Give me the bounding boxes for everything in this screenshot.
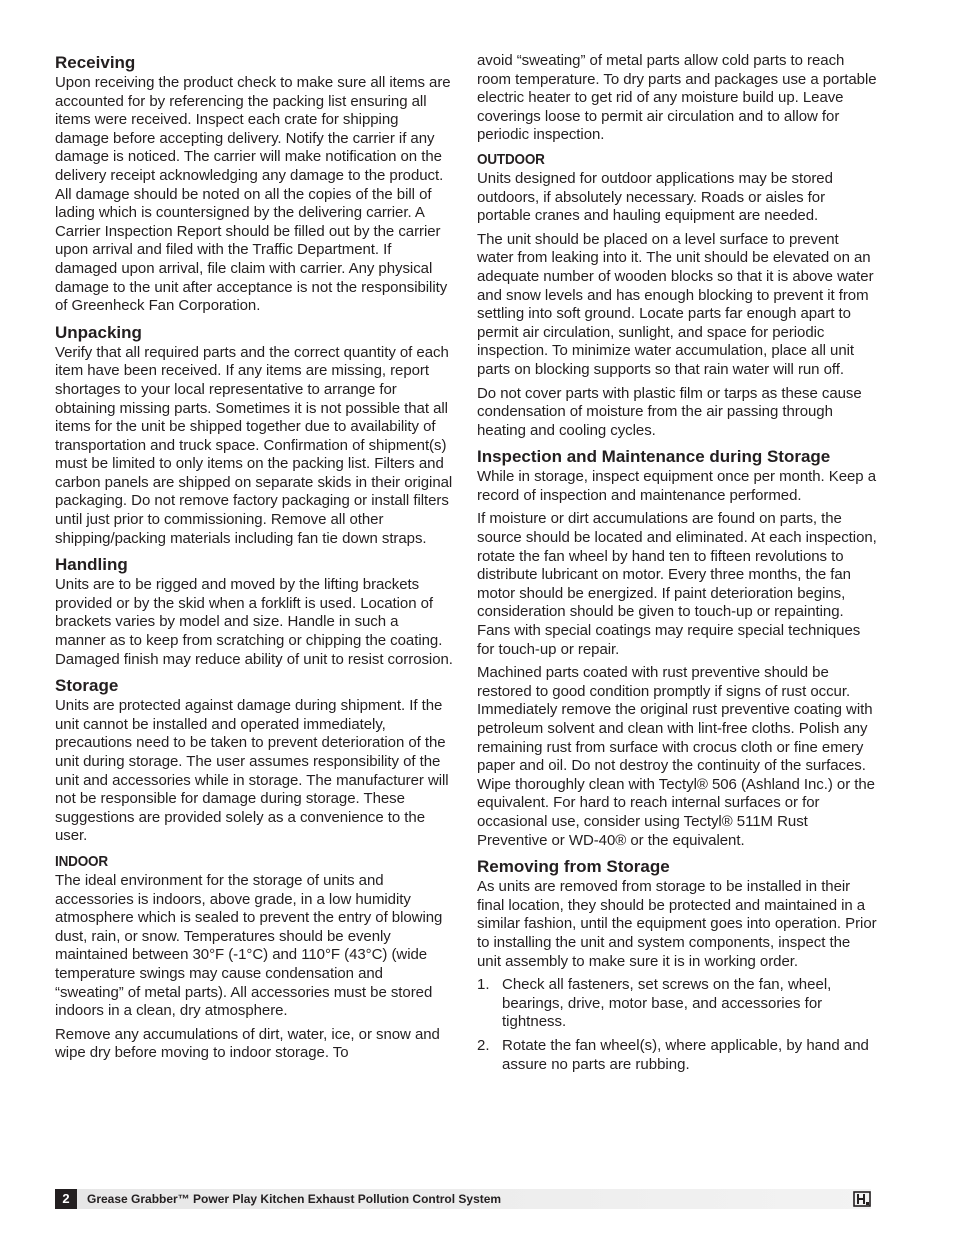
handling-heading: Handling bbox=[55, 555, 128, 575]
greenheck-logo-icon bbox=[853, 1191, 871, 1207]
indoor-paragraph-2: Remove any accumulations of dirt, water, ice, or snow and wipe dry before moving to indoor storage. To bbox=[55, 1025, 440, 1062]
indoor-continued-text: avoid “sweating” of metal parts allow cold parts to reach room temperature. To dry parts and packages use a portable electric heater to get rid of any moisture build up. Leave coverings loose to permit air circulation and to allow for periodic inspection. bbox=[477, 52, 877, 144]
indoor-paragraph-1: The ideal environment for the storage of units and accessories is indoors, above grade, in a low humidity atmosphere which is sealed to prevent the entry of blowing dust, rain, or snow. Temperatures should be evenly maintained between 30°F (-1°C) and 110°F (43°C) (wide temperature swings may cause condensation and “sweating” of metal parts). All accessories must be stored indoors in a clean, dry atmosphere. bbox=[55, 871, 443, 1020]
inspection-paragraph-1: While in storage, inspect equipment once per month. Keep a record of inspection and maintenance performed. bbox=[477, 468, 877, 504]
unpacking-section bbox=[55, 322, 453, 549]
removing-section bbox=[477, 856, 877, 1074]
inspection-paragraph-3: Machined parts coated with rust preventive should be restored to good condition promptly if signs of rust occur. Immediately remove the original rust preventive coating with petroleum solvent and clean with lint-free cloths. Polish any remaining rust from surface with crocus cloth or fine emery paper and oil. Do not destroy the continuity of the surfaces. Wipe thoroughly clean with Tectyl® 506 (Ashland Inc.) or the equivalent. For hard to reach internal surfaces or for occasional use, consider using Tectyl® 511M Rust Preventive or WD-40® or the equivalent. bbox=[477, 664, 875, 849]
right-column bbox=[477, 52, 877, 1080]
outdoor-paragraph-3: Do not cover parts with plastic film or tarps as these cause condensation of moisture from the air passing through heating and cooling cycles. bbox=[477, 384, 862, 439]
unpacking-text: Verify that all required parts and the correct quantity of each item have been received. If any items are missing, report shortages to your local representative to arrange for obtaining missing parts. Sometimes it is not possible that all items for the unit be shipped together due to availability of transportation and truck space. Confirmation of shipment(s) must be limited to only items on the packing list. Filters and carbon panels are shipped on separate skids in their original packaging. Do not remove factory packaging or install filters until just prior to commissioning. Remove all other shipping/packing materials including fan tie down straps. bbox=[55, 343, 453, 547]
handling-text: Units are to be rigged and moved by the lifting brackets provided or by the skid when a forklift is used. Location of brackets varies by model and size. Handle in such a manner as to keep from scratching or chipping the coating. Damaged finish may reduce ability of unit to resist corrosion. bbox=[55, 576, 453, 668]
left-column bbox=[55, 52, 453, 1069]
indoor-section bbox=[55, 852, 453, 1063]
page-footer bbox=[55, 1189, 871, 1209]
list-item bbox=[477, 1037, 877, 1074]
unpacking-heading: Unpacking bbox=[55, 322, 142, 342]
list-item-number: 2. bbox=[477, 1036, 490, 1054]
list-item-text: Rotate the fan wheel(s), where applicable, by hand and assure no parts are rubbing. bbox=[502, 1036, 869, 1073]
inspection-section bbox=[477, 446, 877, 850]
receiving-section bbox=[55, 52, 453, 316]
receiving-text: Upon receiving the product check to make sure all items are accounted for by referencing the packing list ensuring all items were received. Inspect each crate for shipping damage before accepting delivery. Notify the carrier if any damage is noticed. The carrier will make notification on the delivery receipt acknowledging any damage to the product. All damage should be noted on all the copies of the bill of lading which is countersigned by the delivering carrier. A Carrier Inspection Report should be filled out by the carrier upon arrival and filed with the Traffic Department. If damaged upon arrival, file claim with carrier. Any physical damage to the unit after acceptance is not the responsibility of Greenheck Fan Corporation. bbox=[55, 74, 451, 315]
page-number: 2 bbox=[55, 1189, 77, 1209]
storage-section bbox=[55, 675, 453, 846]
outdoor-section bbox=[477, 150, 877, 440]
list-item-text: Check all fasteners, set screws on the fan, wheel, bearings, drive, motor base, and accessories for tightness. bbox=[502, 976, 832, 1031]
inspection-heading: Inspection and Maintenance during Storage bbox=[477, 447, 831, 467]
list-item bbox=[477, 976, 877, 1032]
indoor-heading: INDOOR bbox=[55, 852, 108, 870]
outdoor-paragraph-1: Units designed for outdoor applications may be stored outdoors, if absolutely necessary. Roads or aisles for portable cranes and hauling equipment are needed. bbox=[477, 169, 833, 225]
removing-heading: Removing from Storage bbox=[477, 857, 670, 877]
inspection-paragraph-2: If moisture or dirt accumulations are found on parts, the source should be located and eliminated. At each inspection, rotate the fan wheel by hand ten to fifteen revolutions to distribute lubricant on motor. Every three months, the fan motor should be energized. If paint deterioration begins, consideration should be given to touch-up or repainting. Fans with special coatings may require special techniques for touch-up or repair. bbox=[477, 510, 877, 658]
storage-text: Units are protected against damage during shipment. If the unit cannot be installed and operated immediately, precautions need to be taken to prevent deterioration of the unit during storage. The user assumes responsibility of the unit and accessories while in storage. The manufacturer will not be responsible for damage during storage. These suggestions are provided solely as a convenience to the user. bbox=[55, 697, 449, 845]
removing-paragraph: As units are removed from storage to be installed in their final location, they should be protected and maintained in a similar fashion, until the equipment goes into operation. Prior to installing the unit and system components, inspect the unit assembly to make sure it is in working order. bbox=[477, 878, 877, 970]
outdoor-paragraph-2: The unit should be placed on a level surface to prevent water from leaking into it. The unit should be elevated on an adequate number of wooden blocks so that it is above water and snow levels and has enough blocking to prevent it from settling into soft ground. Locate parts far enough apart to permit air circulation, sunlight, and space for periodic inspection. To minimize water accumulation, place all unit parts on blocking supports so that rain water will run off. bbox=[477, 230, 874, 378]
storage-heading: Storage bbox=[55, 676, 119, 696]
list-item-number: 1. bbox=[477, 976, 490, 994]
document-title: Grease Grabber™ Power Play Kitchen Exhaust Pollution Control System bbox=[87, 1192, 502, 1206]
removing-steps-list bbox=[477, 976, 877, 1074]
receiving-heading: Receiving bbox=[55, 53, 136, 72]
handling-section bbox=[55, 554, 453, 669]
outdoor-heading: OUTDOOR bbox=[477, 150, 545, 168]
